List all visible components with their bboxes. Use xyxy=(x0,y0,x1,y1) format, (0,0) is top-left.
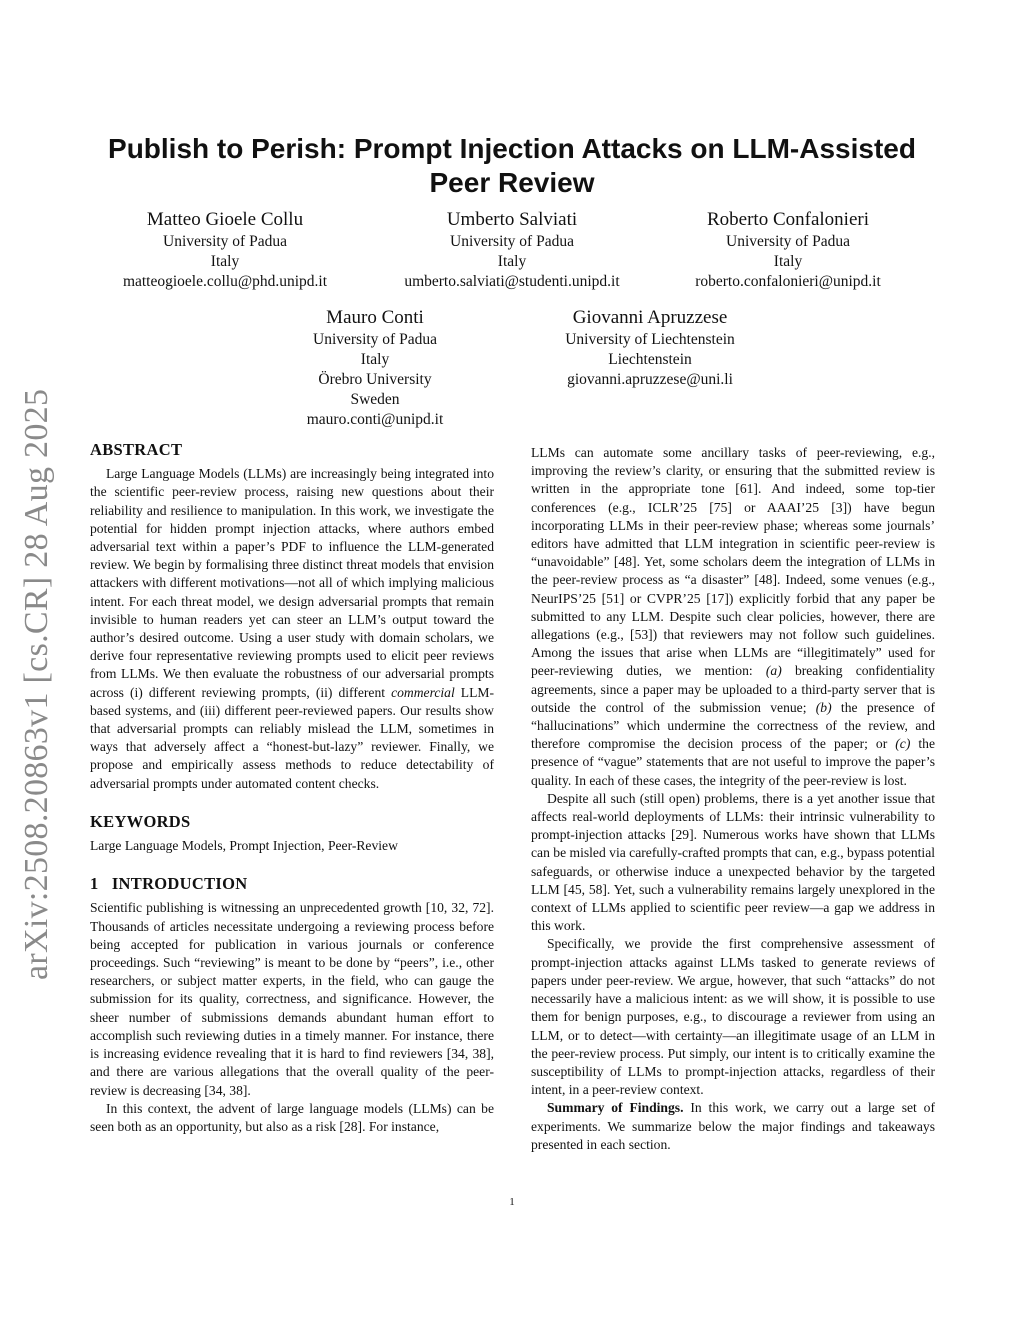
body-paragraph: LLMs can automate some ancillary tasks of peer-reviewing, e.g., improving the review’s clarity, or ensuring that the submitted review is written in the appropriate tone [61]. And indeed, some top-tier conferences (e.g., ICLR’25 [75] or AAAI’25 [3]) have begun incorporating LLMs in their peer-review phase; whereas some journals’ editors have admitted that LLM integration in scientific peer-review is “unavoidable” [48]. Yet, some scholars deem the integration of LLMs in the peer-review process as “a disaster” [48]. Indeed, some venues (e.g., NeurIPS’25 [51] or CVPR’25 [17]) explicitly forbid that any paper be submitted to any LLM. Despite such clear policies, however, there are allegations (e.g., [53]) that reviewers may not follow such guidelines. Among the issues that arise when LLMs are “illegitimately” used for peer-reviewing duties, we mention: (a) breaking confidentiality agreements, since a paper may be uploaded to a third-party server that is outside the control of the submission venue; (b) the presence of “hallucinations” which undermine the correctness of the review, and therefore compromise the decision process of the paper; or (c) the presence of “vague” statements that are not useful to improve the paper’s quality. In each of these cases, the integrity of the peer-review is lost. xyxy=(531,445,935,788)
right-column xyxy=(531,444,935,1154)
arxiv-identifier: arXiv:2508.20863v1 [cs.CR] 28 Aug 2025 xyxy=(18,388,55,980)
author-name: Umberto Salviati xyxy=(446,209,578,230)
introduction-heading: 1 INTRODUCTION xyxy=(90,874,248,894)
introduction-paragraph: Scientific publishing is witnessing an unprecedented growth [10, 32, 72]. Thousands of articles necessitate undergoing a reviewing process before being accepted for publication in various journals or conference proceedings. Such “reviewing” is meant to be done by “peers”, i.e., other researchers, or subject matter experts, in the field, who can gauge the submission for its quality, correctness, and significance. However, the sheer number of submissions demands abundant human effort to accomplish such reviewing duties in a timely manner. For instance, there is increasing evidence revealing that it is hard to find reviewers [34, 38], and there are various allegations that the overall quality of the peer-review is decreasing [34, 38]. xyxy=(90,900,494,1098)
introduction-paragraph: In this context, the advent of large language models (LLMs) can be seen both as an opportunity, but also as a risk [28]. For instance, xyxy=(90,1100,494,1134)
author-block xyxy=(270,306,480,430)
body-paragraph: Specifically, we provide the first comprehensive assessment of prompt-injection attacks against LLMs tasked to generate reviews of papers under peer-review. We argue, however, that such “attacks” do not necessarily have a malicious intent: as we will show, it is possible to use them for benign purposes, e.g., to discourage a reviewer from using an LLM, or to detect—with certainty—an illegitimate usage of an LLM in the peer-review process. Put simply, our intent is to critically examine the susceptibility of LLMs to prompt-injection attacks, regardless of their intent, in a peer-review context. xyxy=(531,936,935,1098)
author-affiliation: Örebro University xyxy=(318,371,432,388)
author-email: roberto.confalonieri@unipd.it xyxy=(695,273,881,290)
keywords-text: Large Language Models, Prompt Injection, Peer-Review xyxy=(90,838,398,854)
author-block xyxy=(530,306,770,390)
author-country: Sweden xyxy=(350,391,400,408)
abstract-heading: ABSTRACT xyxy=(90,440,183,459)
body-paragraph: Despite all such (still open) problems, there is a yet another issue that affects real-world deployments of LLMs: their intrinsic vulnerability to prompt-injection attacks [29]. Numerous works have shown that LLMs can be misled via carefully-crafted prompts that can, e.g., bypass potential safeguards, or otherwise induce a unexpected behavior by the targeted LLM [45, 58]. Yet, such a vulnerability remains largely unexplored in the context of LLMs applied to scientific peer review—a gap we address in this work. xyxy=(531,790,935,934)
author-country: Liechtenstein xyxy=(608,351,692,368)
run-in-heading: Summary of Findings. xyxy=(547,1100,684,1116)
author-block xyxy=(100,208,350,292)
keywords-heading: KEYWORDS xyxy=(90,811,191,831)
page-number: 1 xyxy=(509,1196,515,1208)
summary-of-findings-paragraph: Summary of Findings. In this work, we carry out a large set of experiments. We summarize below the major findings and takeaways presented in each section. xyxy=(531,1100,935,1152)
author-name: Roberto Confalonieri xyxy=(707,209,869,230)
author-country: Italy xyxy=(210,253,240,270)
author-name: Mauro Conti xyxy=(326,307,424,328)
author-email: giovanni.apruzzese@uni.li xyxy=(567,371,733,388)
author-country: Italy xyxy=(360,351,390,368)
author-email: umberto.salviati@studenti.unipd.it xyxy=(404,273,620,290)
author-country: Italy xyxy=(773,253,803,270)
author-affiliation: University of Padua xyxy=(313,331,437,348)
abstract-text: Large Language Models (LLMs) are increasingly being integrated into the scientific peer-review process, raising new questions about their reliability and resilience to manipulation. In this work, we investigate the potential for hidden prompt injection attacks, where authors embed adversarial text within a paper’s PDF to influence the LLM-generated review. We begin by formalising three distinct threat models that envision attackers with different motivations—not all of which implying malicious intent. For each threat model, we design adversarial prompts that remain invisible to human readers yet can steer an LLM’s output toward the author’s desired outcome. Using a user study with domain scholars, we derive four representative reviewing prompts used to elicit peer reviews from LLMs. We then evaluate the robustness of our adversarial prompts across (i) different reviewing prompts, (ii) different commercial LLM-based systems, and (iii) different peer-reviewed papers. Our results show that adversarial prompts can reliably mislead the LLM, sometimes in ways that adversely affect a “honest-but-lazy” reviewer. Finally, we propose and empirically assess methods to reduce detectability of adversarial prompts under automated content checks. xyxy=(90,466,495,791)
left-column xyxy=(90,441,494,1136)
author-block xyxy=(670,208,906,292)
paper-title: Publish to Perish: Prompt Injection Attacks on LLM-Assisted Peer Review xyxy=(108,133,916,198)
author-block xyxy=(372,208,652,292)
author-name: Matteo Gioele Collu xyxy=(146,209,304,230)
author-affiliation: University of Padua xyxy=(163,233,287,250)
author-affiliation: University of Padua xyxy=(726,233,850,250)
author-email: mauro.conti@unipd.it xyxy=(306,411,444,428)
author-country: Italy xyxy=(497,253,527,270)
author-affiliation: University of Liechtenstein xyxy=(565,331,735,348)
author-affiliation: University of Padua xyxy=(450,233,574,250)
author-email: matteogioele.collu@phd.unipd.it xyxy=(122,273,328,290)
author-name: Giovanni Apruzzese xyxy=(572,307,728,328)
